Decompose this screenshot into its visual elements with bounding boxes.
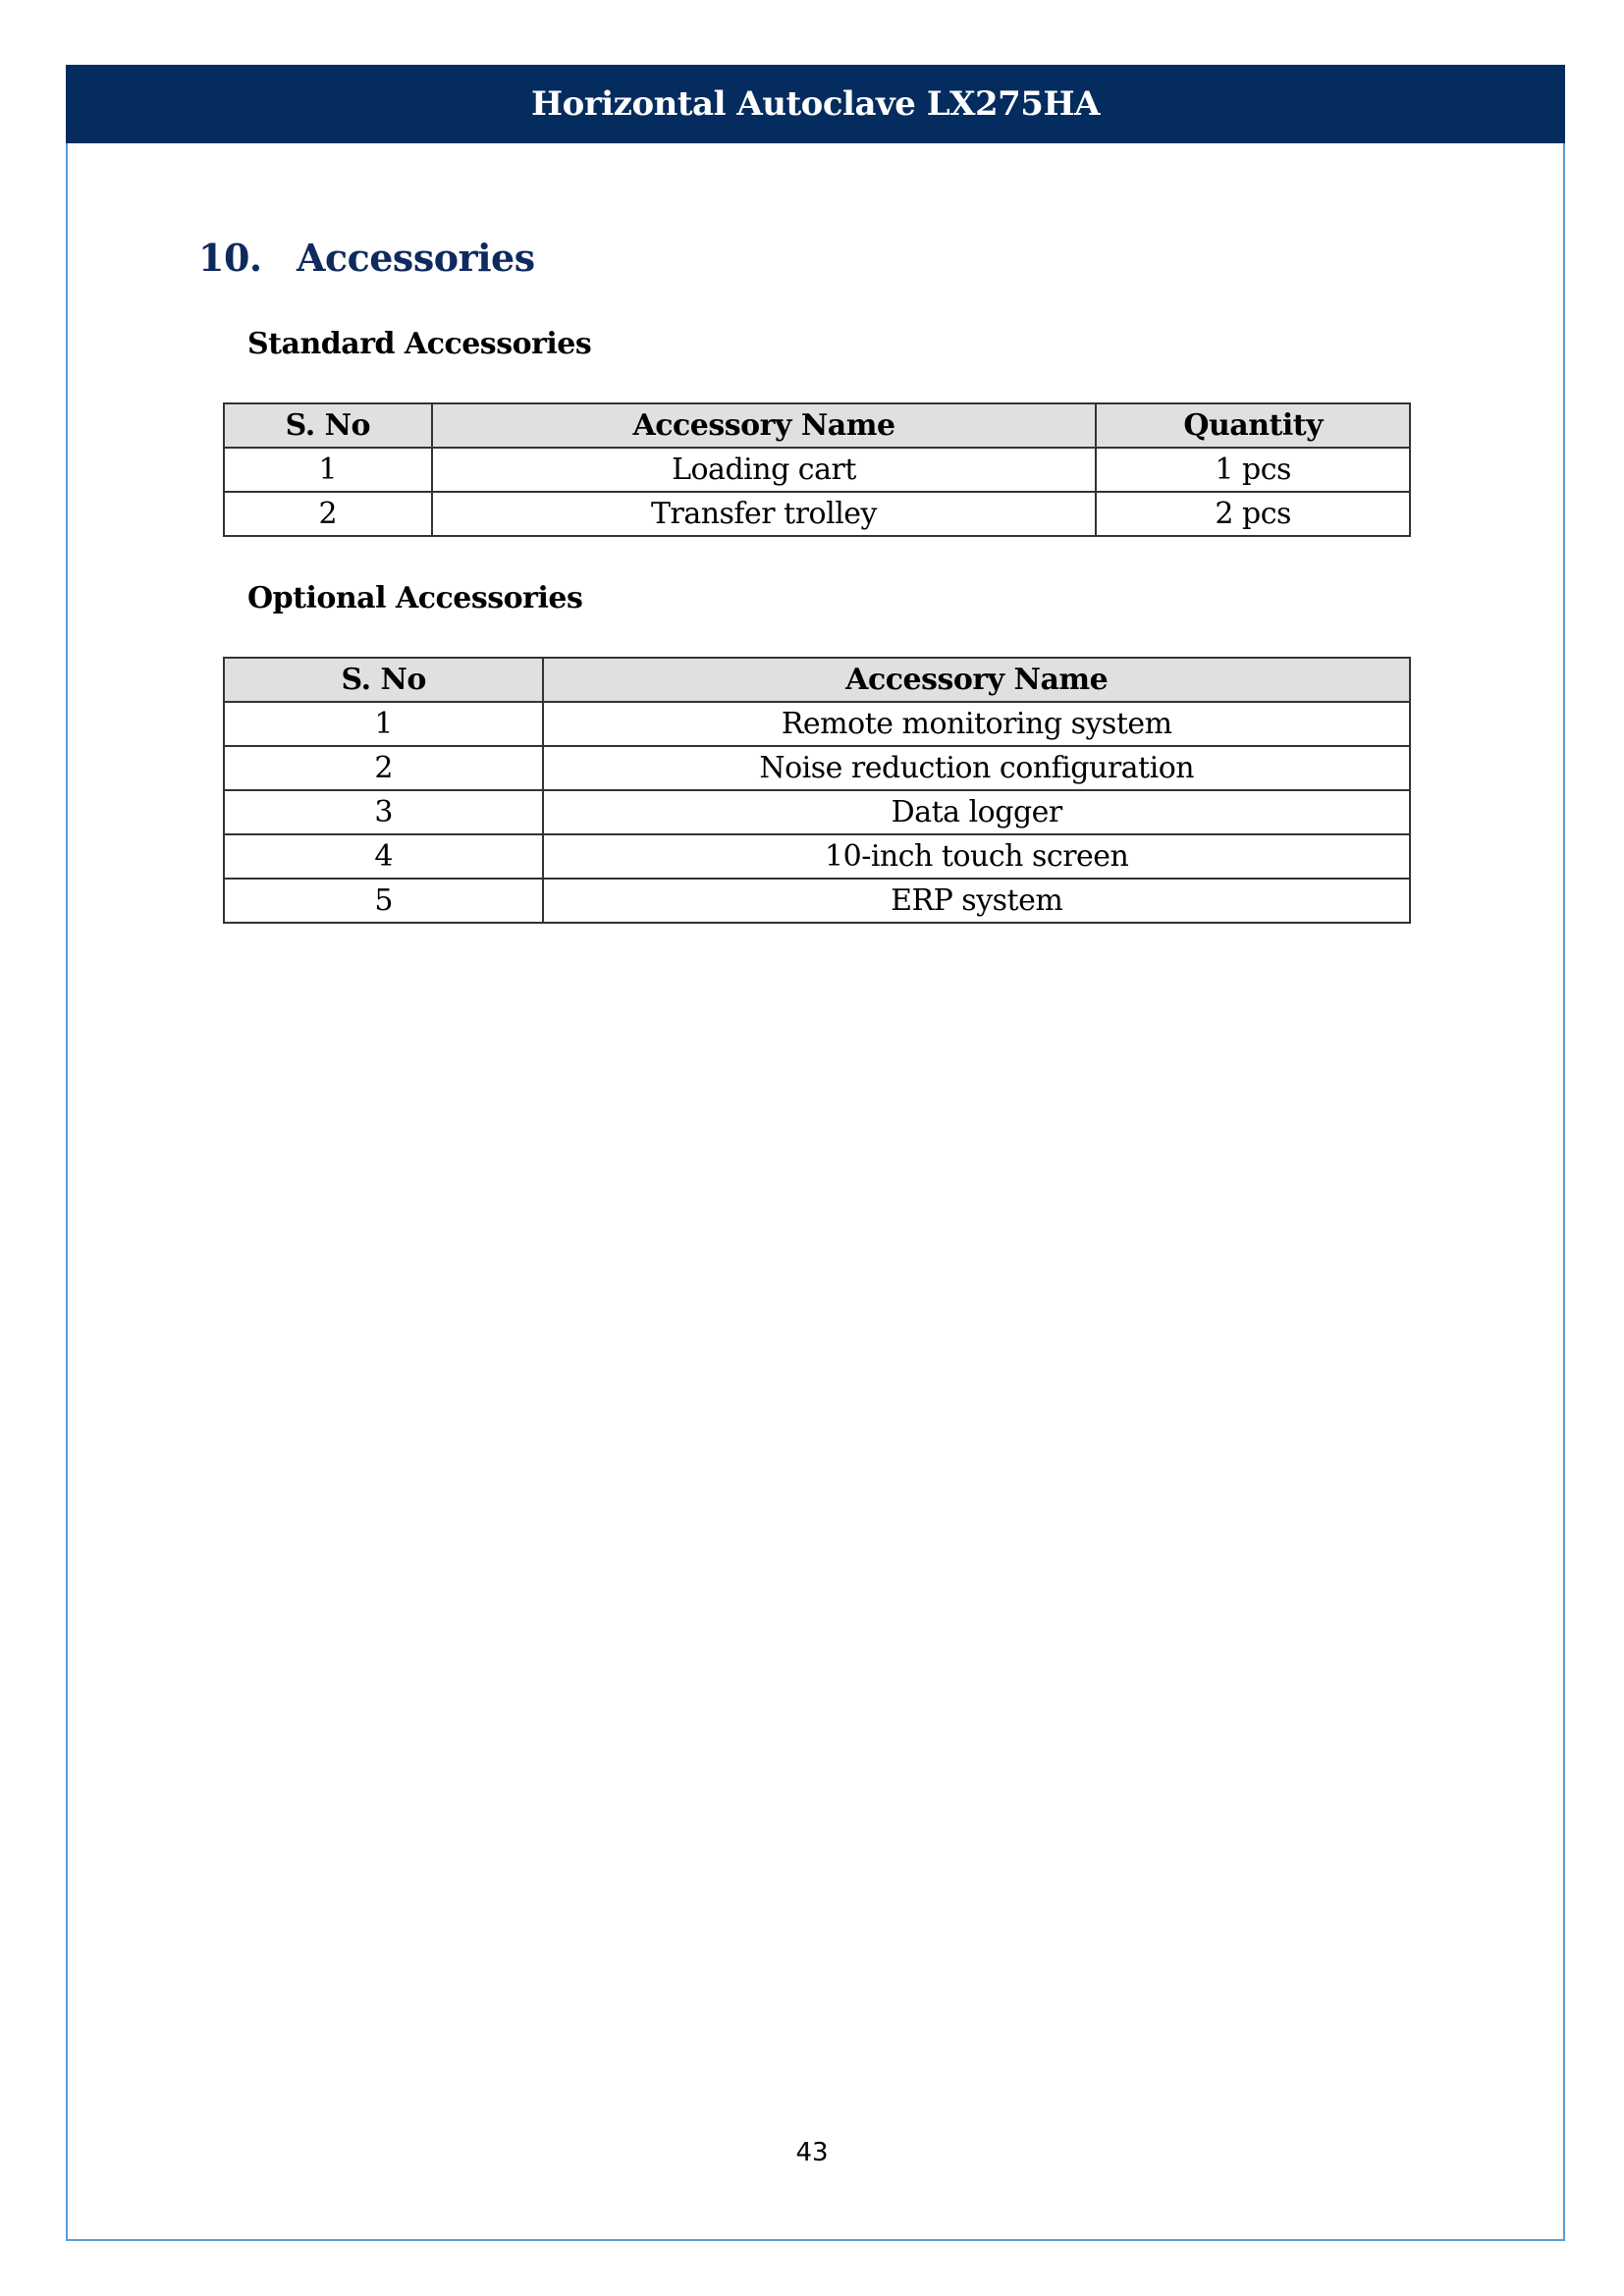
page-frame bbox=[66, 65, 1565, 2241]
optional-accessories-heading: Optional Accessories bbox=[247, 581, 583, 615]
cell-sno: 2 bbox=[224, 492, 432, 536]
optional-accessories-table bbox=[223, 657, 1411, 924]
cell-sno: 2 bbox=[224, 746, 543, 790]
table-header-row bbox=[224, 658, 1410, 702]
table-row bbox=[224, 879, 1410, 923]
table-row bbox=[224, 448, 1410, 492]
column-header-quantity: Quantity bbox=[1096, 403, 1410, 448]
document-header-band bbox=[66, 65, 1565, 143]
table-row bbox=[224, 702, 1410, 746]
cell-sno: 1 bbox=[224, 448, 432, 492]
table-header-row bbox=[224, 403, 1410, 448]
document-title: Horizontal Autoclave LX275HA bbox=[531, 84, 1100, 124]
section-heading bbox=[198, 236, 535, 280]
cell-sno: 4 bbox=[224, 834, 543, 879]
column-header-sno: S. No bbox=[224, 403, 432, 448]
cell-sno: 3 bbox=[224, 790, 543, 834]
cell-accessory-name: 10-inch touch screen bbox=[543, 834, 1410, 879]
cell-sno: 1 bbox=[224, 702, 543, 746]
cell-accessory-name: ERP system bbox=[543, 879, 1410, 923]
standard-accessories-table bbox=[223, 402, 1411, 537]
cell-quantity: 2 pcs bbox=[1096, 492, 1410, 536]
cell-accessory-name: Loading cart bbox=[432, 448, 1097, 492]
cell-accessory-name: Remote monitoring system bbox=[543, 702, 1410, 746]
cell-sno: 5 bbox=[224, 879, 543, 923]
section-title: Accessories bbox=[297, 236, 535, 280]
standard-accessories-heading: Standard Accessories bbox=[247, 327, 592, 361]
table-row bbox=[224, 790, 1410, 834]
page-number: 43 bbox=[795, 2138, 829, 2167]
cell-accessory-name: Transfer trolley bbox=[432, 492, 1097, 536]
table-row bbox=[224, 834, 1410, 879]
cell-accessory-name: Data logger bbox=[543, 790, 1410, 834]
table-row bbox=[224, 492, 1410, 536]
cell-quantity: 1 pcs bbox=[1096, 448, 1410, 492]
section-number: 10. bbox=[198, 236, 262, 280]
column-header-accessory-name: Accessory Name bbox=[432, 403, 1097, 448]
column-header-accessory-name: Accessory Name bbox=[543, 658, 1410, 702]
column-header-sno: S. No bbox=[224, 658, 543, 702]
table-row bbox=[224, 746, 1410, 790]
cell-accessory-name: Noise reduction configuration bbox=[543, 746, 1410, 790]
